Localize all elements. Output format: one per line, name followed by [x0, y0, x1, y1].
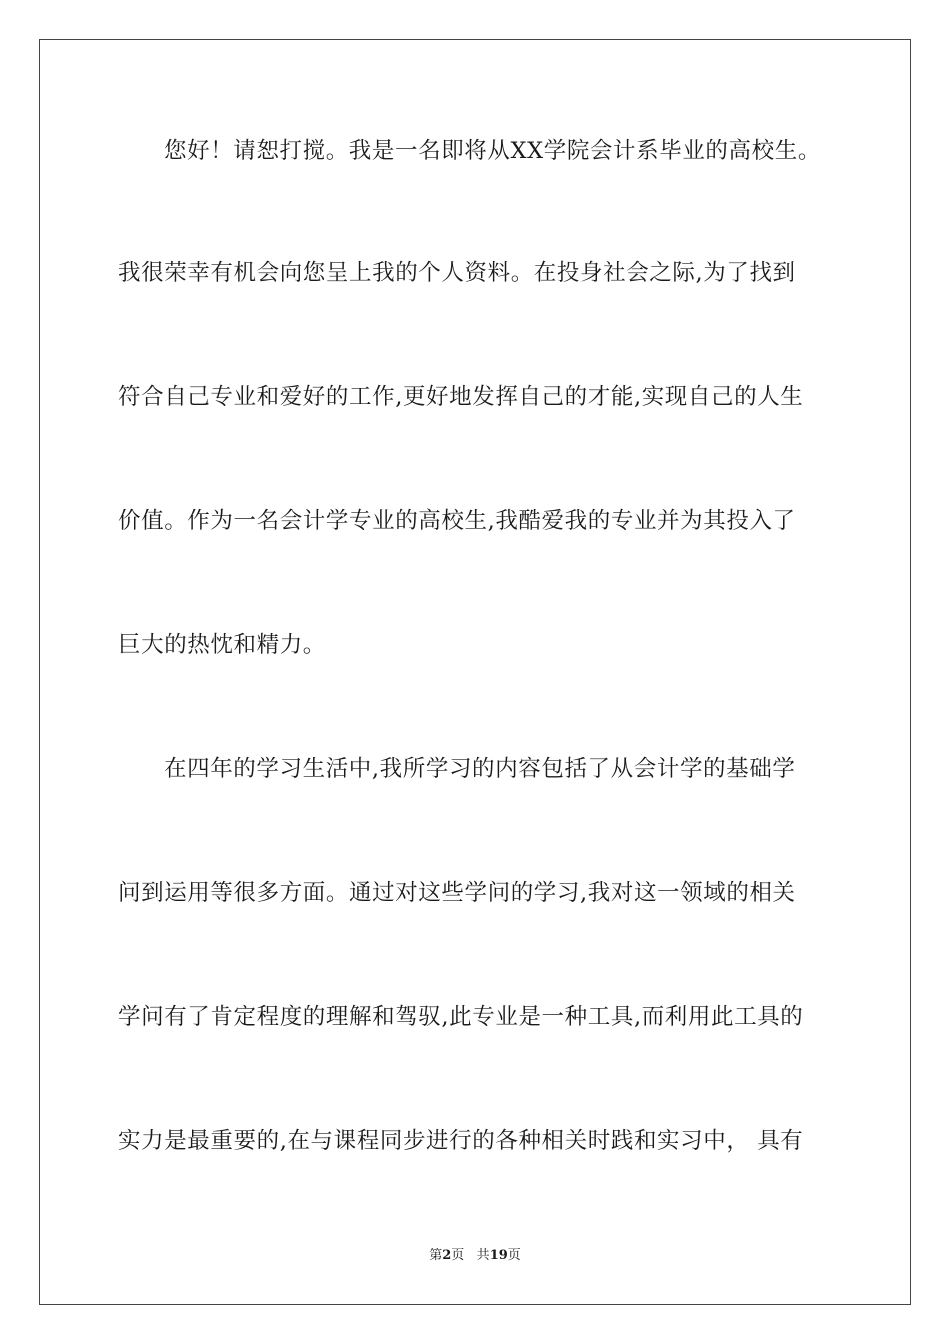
paragraph-1-line-5: 巨大的热忱和精力。 — [118, 632, 326, 658]
page-footer — [0, 1247, 950, 1265]
page-border — [39, 39, 911, 1305]
paragraph-2-line-2: 问到运用等很多方面。通过对这些学问的学习,我对这一领域的相关 — [118, 880, 796, 906]
footer-total-pages: 19 — [489, 1248, 508, 1263]
footer-page-suffix: 页 — [451, 1248, 465, 1263]
paragraph-1-line-3: 符合自己专业和爱好的工作,更好地发挥自己的才能,实现自己的人生 — [118, 384, 804, 410]
footer-total-prefix: 共 — [476, 1248, 490, 1263]
paragraph-2-line-4: 实力是最重要的,在与课程同步进行的各种相关时践和实习中， 具有 — [118, 1128, 804, 1154]
footer-page-prefix: 第 — [429, 1248, 443, 1263]
paragraph-1-line-4: 价值。作为一名会计学专业的高校生,我酷爱我的专业并为其投入了 — [118, 508, 796, 534]
paragraph-1-line-1: 您好！请恕打搅。我是一名即将从XX学院会计系毕业的高校生。 — [164, 138, 821, 164]
footer-total-suffix: 页 — [507, 1248, 521, 1263]
paragraph-1-line-2: 我很荣幸有机会向您呈上我的个人资料。在投身社会之际,为了找到 — [118, 260, 796, 286]
paragraph-2-line-3: 学问有了肯定程度的理解和驾驭,此专业是一种工具,而利用此工具的 — [118, 1004, 804, 1030]
footer-page-number: 2 — [442, 1248, 452, 1263]
paragraph-2-line-1: 在四年的学习生活中,我所学习的内容包括了从会计学的基础学 — [164, 756, 796, 782]
